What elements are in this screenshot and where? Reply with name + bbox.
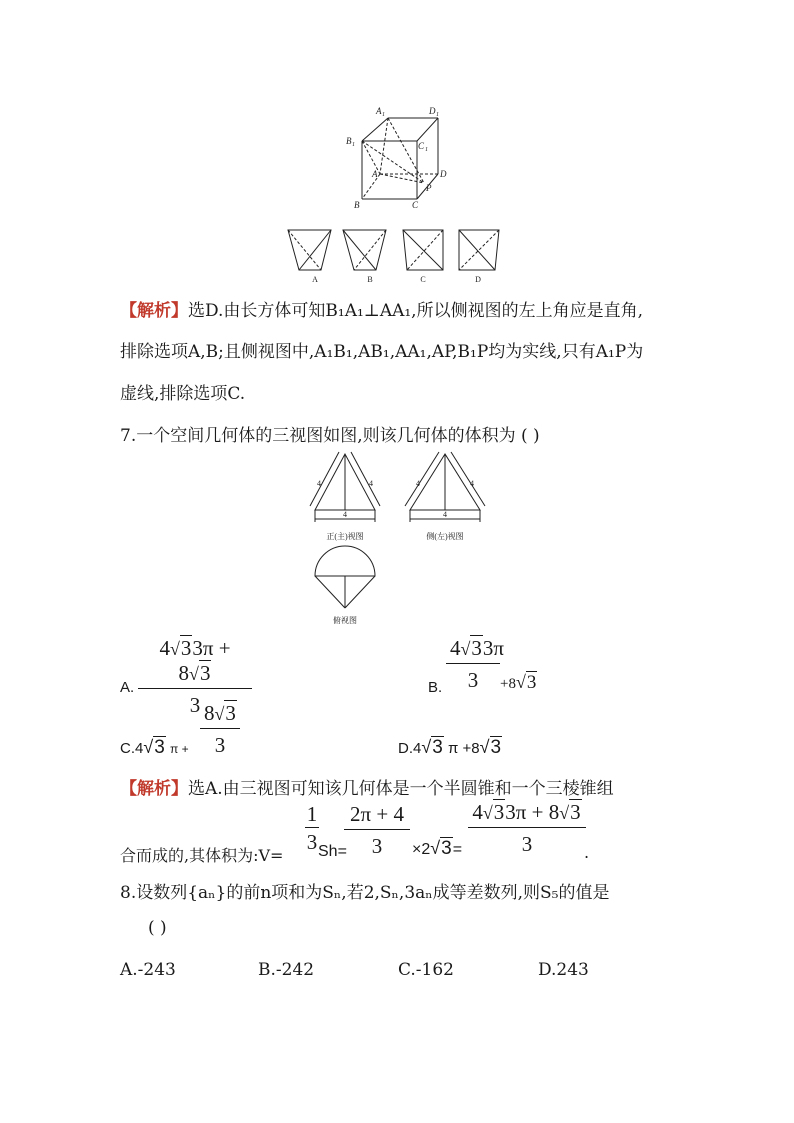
label-b: B <box>354 200 360 210</box>
cuboid-figure <box>340 104 470 212</box>
volume-result-fraction: 4√33π + 8√3 3 <box>468 800 586 857</box>
option-a-label: A. <box>120 679 135 696</box>
side-dim-left: 4 <box>416 479 420 488</box>
option-d: D.4√3 π +8√3 <box>398 737 502 758</box>
analysis6-line2: 排除选项A,B;且侧视图中,A₁B₁,AB₁,AA₁,AP,B₁P均为实线,只有A₁P为 <box>120 342 644 362</box>
label-d1: D <box>429 106 436 116</box>
label-b1: B <box>346 136 352 146</box>
option-b-label: B. <box>428 679 443 696</box>
option-a-fraction: 4√33π + 8√3 3 <box>138 636 252 718</box>
analysis6-line1 <box>120 296 643 321</box>
top-view-caption: 俯视图 <box>333 616 357 625</box>
option-label-b: B <box>367 275 373 284</box>
analysis6-text1: 选D.由长方体可知B₁A₁⊥AA₁,所以侧视图的左上角应是直角, <box>188 301 643 321</box>
option-label-a: A <box>312 275 318 284</box>
svg-text:1: 1 <box>436 112 439 118</box>
volume-times: ×2√3= <box>412 838 463 859</box>
front-dim-left: 4 <box>317 479 321 488</box>
analysis7-line2: 合而成的,其体积为:V= <box>120 846 284 865</box>
side-dim-right: 4 <box>470 479 474 488</box>
volume-mid-fraction: 2π + 4 3 <box>344 802 410 859</box>
analysis-tag: 【解析】 <box>120 301 188 321</box>
option-b-tail: +8√3 <box>500 672 537 693</box>
label-c: C <box>412 200 419 210</box>
label-c1: C <box>418 141 425 151</box>
analysis7-line1 <box>120 774 614 799</box>
analysis7-tag: 【解析】 <box>120 779 188 799</box>
label-a: A <box>372 169 378 179</box>
option-c-fraction: 8√3 3 <box>200 701 240 758</box>
option-label-c: C <box>420 275 426 284</box>
label-p: P <box>426 183 432 193</box>
analysis7-text1: 选A.由三视图可知该几何体是一个半圆锥和一个三棱锥组 <box>188 779 614 799</box>
option-label-d: D <box>475 275 481 284</box>
front-view-caption: 正(主)视图 <box>326 532 364 541</box>
svg-text:1: 1 <box>382 112 385 118</box>
side-view-options <box>283 226 513 286</box>
label-d: D <box>440 169 447 179</box>
q7-stem: 7.一个空间几何体的三视图如图,则该几何体的体积为 ( ) <box>120 426 540 446</box>
side-view-caption: 侧(左)视图 <box>426 532 464 541</box>
q8-option-d: D.243 <box>538 960 589 980</box>
volume-sh: Sh= <box>318 843 347 860</box>
analysis6-line3: 虚线,排除选项C. <box>120 384 246 404</box>
label-a1: A <box>376 106 382 116</box>
volume-period: . <box>584 843 590 862</box>
front-dim-base: 4 <box>343 510 347 519</box>
q8-option-c: C.-162 <box>398 960 454 980</box>
front-dim-right: 4 <box>369 479 373 488</box>
option-c: C.4√3 π + <box>120 737 189 758</box>
q8-option-b: B.-242 <box>258 960 315 980</box>
svg-text:1: 1 <box>352 142 355 148</box>
q8-paren: ( ) <box>148 918 167 938</box>
volume-one-third: $\frac{1}{3}$ <box>306 802 318 854</box>
option-b-fraction: 4√33π 3 <box>446 636 500 693</box>
three-views-figure <box>305 450 490 632</box>
svg-text:1: 1 <box>425 147 428 153</box>
side-dim-base: 4 <box>443 510 447 519</box>
q8-stem: 8.设数列{aₙ}的前n项和为Sₙ,若2,Sₙ,3aₙ成等差数列,则S₅的值是 <box>120 883 610 903</box>
q8-option-a: A.-243 <box>120 960 176 980</box>
